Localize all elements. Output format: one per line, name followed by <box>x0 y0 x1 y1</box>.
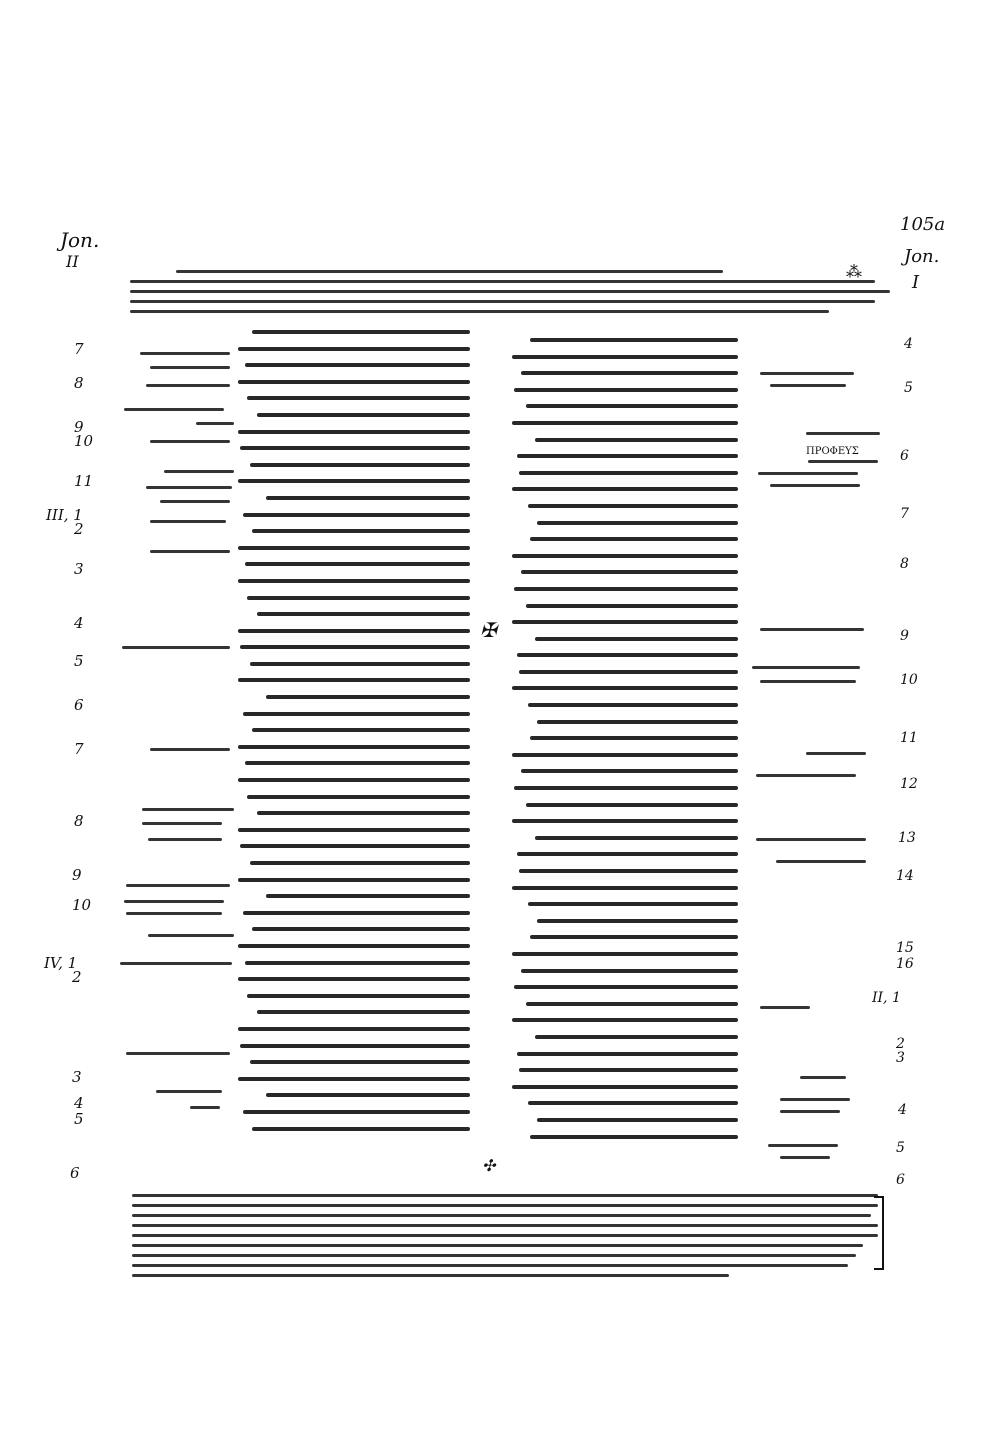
right-verse-number: II, 1 <box>872 990 901 1006</box>
script-line <box>521 371 738 375</box>
margin-gloss <box>124 900 224 903</box>
bottom-script-band <box>132 1194 878 1284</box>
margin-gloss <box>142 822 222 825</box>
margin-gloss <box>758 472 858 475</box>
script-line <box>250 1060 470 1064</box>
script-line <box>526 604 738 608</box>
script-line <box>517 852 738 856</box>
margin-gloss <box>196 422 234 425</box>
margin-gloss <box>148 934 234 937</box>
left-verse-number: 5 <box>74 1110 84 1128</box>
right-chapter-heading: I <box>912 272 920 293</box>
margin-gloss <box>164 470 234 473</box>
script-line <box>535 1035 738 1039</box>
margin-gloss <box>806 752 866 755</box>
right-text-column <box>512 338 738 1151</box>
right-verse-number: 7 <box>900 506 909 522</box>
left-verse-number: 8 <box>74 812 84 830</box>
right-verse-number: 5 <box>904 380 913 396</box>
left-verse-number: 8 <box>74 374 84 392</box>
script-line <box>512 1018 738 1022</box>
script-line <box>240 446 470 450</box>
right-verse-number: 10 <box>900 672 918 688</box>
script-line <box>519 1068 738 1072</box>
margin-gloss <box>142 808 234 811</box>
script-line <box>240 844 470 848</box>
script-line <box>512 355 738 359</box>
script-line <box>266 695 470 699</box>
script-line <box>238 745 470 749</box>
margin-gloss <box>760 372 854 375</box>
margin-gloss <box>760 1006 810 1009</box>
margin-gloss <box>148 838 222 841</box>
script-line <box>266 496 470 500</box>
script-line <box>238 678 470 682</box>
left-text-column <box>238 330 470 1143</box>
script-line <box>530 935 738 939</box>
left-verse-number: 2 <box>74 520 84 538</box>
script-line <box>250 662 470 666</box>
script-line <box>528 902 738 906</box>
script-line <box>252 728 470 732</box>
margin-gloss <box>150 748 230 751</box>
left-verse-number: 2 <box>72 968 82 986</box>
left-verse-number: 3 <box>74 560 84 578</box>
script-line <box>512 952 738 956</box>
margin-gloss <box>780 1098 850 1101</box>
script-line <box>526 404 738 408</box>
script-line <box>243 712 470 716</box>
margin-gloss <box>760 680 856 683</box>
script-line <box>238 347 470 351</box>
script-line <box>252 529 470 533</box>
left-verse-number: 6 <box>70 1164 80 1182</box>
script-line <box>528 703 738 707</box>
left-verse-number: 7 <box>74 340 84 358</box>
script-line <box>512 421 738 425</box>
left-verse-number: 10 <box>72 896 92 914</box>
script-line <box>535 637 738 641</box>
margin-gloss <box>760 628 864 631</box>
script-line <box>238 944 470 948</box>
right-verse-number: 13 <box>898 830 916 846</box>
script-line <box>512 686 738 690</box>
script-line <box>535 438 738 442</box>
folio-number: 105a <box>900 214 946 235</box>
script-line <box>512 487 738 491</box>
script-line <box>526 803 738 807</box>
margin-gloss <box>150 520 226 523</box>
script-line <box>526 1002 738 1006</box>
right-book-heading: Jon. <box>904 246 940 267</box>
script-line <box>257 612 470 616</box>
script-line <box>512 1085 738 1089</box>
script-line <box>252 330 470 334</box>
script-line <box>238 878 470 882</box>
margin-gloss <box>146 486 232 489</box>
script-line <box>245 761 470 765</box>
script-line <box>247 994 470 998</box>
right-verse-number: 5 <box>896 1140 905 1156</box>
script-line <box>247 795 470 799</box>
script-line <box>521 769 738 773</box>
margin-gloss <box>160 500 230 503</box>
script-line <box>512 886 738 890</box>
right-verse-number: 4 <box>904 336 913 352</box>
script-line <box>514 985 738 989</box>
right-verse-number: 3 <box>896 1050 905 1066</box>
left-verse-number: 4 <box>74 1094 84 1112</box>
right-verse-number: 6 <box>896 1172 905 1188</box>
margin-gloss <box>126 912 222 915</box>
center-mark-bottom: ✣ <box>482 1156 496 1175</box>
script-line <box>512 819 738 823</box>
script-line <box>512 753 738 757</box>
right-verse-number: 14 <box>896 868 914 884</box>
top-script-band <box>130 270 890 320</box>
script-line <box>519 670 738 674</box>
script-line <box>252 1127 470 1131</box>
script-line <box>243 513 470 517</box>
margin-gloss <box>768 1144 838 1147</box>
margin-gloss <box>150 440 230 443</box>
center-mark-cross: ✠ <box>480 618 497 642</box>
margin-gloss <box>156 1090 222 1093</box>
right-verse-number: 15 <box>896 940 914 956</box>
script-line <box>238 1027 470 1031</box>
script-line <box>238 479 470 483</box>
script-line <box>537 521 738 525</box>
margin-gloss <box>190 1106 220 1109</box>
top-mark: ⁂ <box>846 262 862 281</box>
greek-gloss: ΠΡΟΦΕΥΣ <box>806 446 859 457</box>
left-verse-number: 9 <box>72 866 82 884</box>
right-verse-number: 2 <box>896 1036 905 1052</box>
margin-gloss <box>806 432 880 435</box>
margin-gloss <box>120 962 232 965</box>
script-line <box>238 828 470 832</box>
script-line <box>257 413 470 417</box>
script-line <box>247 396 470 400</box>
bottom-bracket <box>874 1196 884 1270</box>
script-line <box>238 380 470 384</box>
margin-gloss <box>756 774 856 777</box>
script-line <box>245 562 470 566</box>
left-verse-number: 9 <box>74 418 84 436</box>
script-line <box>238 778 470 782</box>
margin-gloss <box>126 884 230 887</box>
right-verse-number: 6 <box>900 448 909 464</box>
script-line <box>517 454 738 458</box>
margin-gloss <box>780 1110 840 1113</box>
script-line <box>238 430 470 434</box>
right-verse-number: 8 <box>900 556 909 572</box>
script-line <box>519 471 738 475</box>
left-verse-number: 10 <box>74 432 94 450</box>
margin-gloss <box>756 838 866 841</box>
margin-gloss <box>122 646 230 649</box>
script-line <box>245 363 470 367</box>
script-line <box>517 1052 738 1056</box>
script-line <box>514 786 738 790</box>
left-verse-number: III, 1 <box>46 506 83 524</box>
script-line <box>238 1077 470 1081</box>
script-line <box>530 338 738 342</box>
script-line <box>528 1101 738 1105</box>
left-verse-number: IV, 1 <box>44 954 78 972</box>
left-chapter-heading: II <box>66 252 79 271</box>
right-verse-number: 16 <box>896 956 914 972</box>
script-line <box>521 570 738 574</box>
script-line <box>240 1044 470 1048</box>
script-line <box>243 1110 470 1114</box>
script-line <box>252 927 470 931</box>
script-line <box>247 596 470 600</box>
margin-gloss <box>808 460 878 463</box>
margin-gloss <box>800 1076 846 1079</box>
script-line <box>535 836 738 840</box>
script-line <box>512 620 738 624</box>
margin-gloss <box>124 408 224 411</box>
left-verse-number: 11 <box>74 472 94 490</box>
script-line <box>537 1118 738 1122</box>
script-line <box>266 894 470 898</box>
margin-gloss <box>752 666 860 669</box>
left-verse-number: 7 <box>74 740 84 758</box>
margin-gloss <box>140 352 230 355</box>
script-line <box>250 463 470 467</box>
script-line <box>517 653 738 657</box>
script-line <box>257 1010 470 1014</box>
script-line <box>512 554 738 558</box>
margin-gloss <box>770 484 860 487</box>
script-line <box>519 869 738 873</box>
script-line <box>243 911 470 915</box>
left-verse-number: 5 <box>74 652 84 670</box>
right-verse-number: 11 <box>900 730 918 746</box>
script-line <box>266 1093 470 1097</box>
margin-gloss <box>150 366 230 369</box>
margin-gloss <box>770 384 846 387</box>
script-line <box>537 919 738 923</box>
margin-gloss <box>146 384 230 387</box>
script-line <box>250 861 470 865</box>
left-verse-number: 4 <box>74 614 84 632</box>
script-line <box>238 579 470 583</box>
script-line <box>521 969 738 973</box>
script-line <box>528 504 738 508</box>
margin-gloss <box>776 860 866 863</box>
script-line <box>514 587 738 591</box>
script-line <box>537 720 738 724</box>
script-line <box>530 736 738 740</box>
right-verse-number: 12 <box>900 776 918 792</box>
script-line <box>257 811 470 815</box>
script-line <box>240 645 470 649</box>
script-line <box>238 977 470 981</box>
script-line <box>530 537 738 541</box>
script-line <box>238 546 470 550</box>
script-line <box>514 388 738 392</box>
margin-gloss <box>150 550 230 553</box>
right-verse-number: 9 <box>900 628 909 644</box>
script-line <box>530 1135 738 1139</box>
left-verse-number: 6 <box>74 696 84 714</box>
script-line <box>238 629 470 633</box>
left-book-heading: Jon. <box>60 228 100 252</box>
script-line <box>245 961 470 965</box>
margin-gloss <box>126 1052 230 1055</box>
left-verse-number: 3 <box>72 1068 82 1086</box>
margin-gloss <box>780 1156 830 1159</box>
right-verse-number: 4 <box>898 1102 907 1118</box>
